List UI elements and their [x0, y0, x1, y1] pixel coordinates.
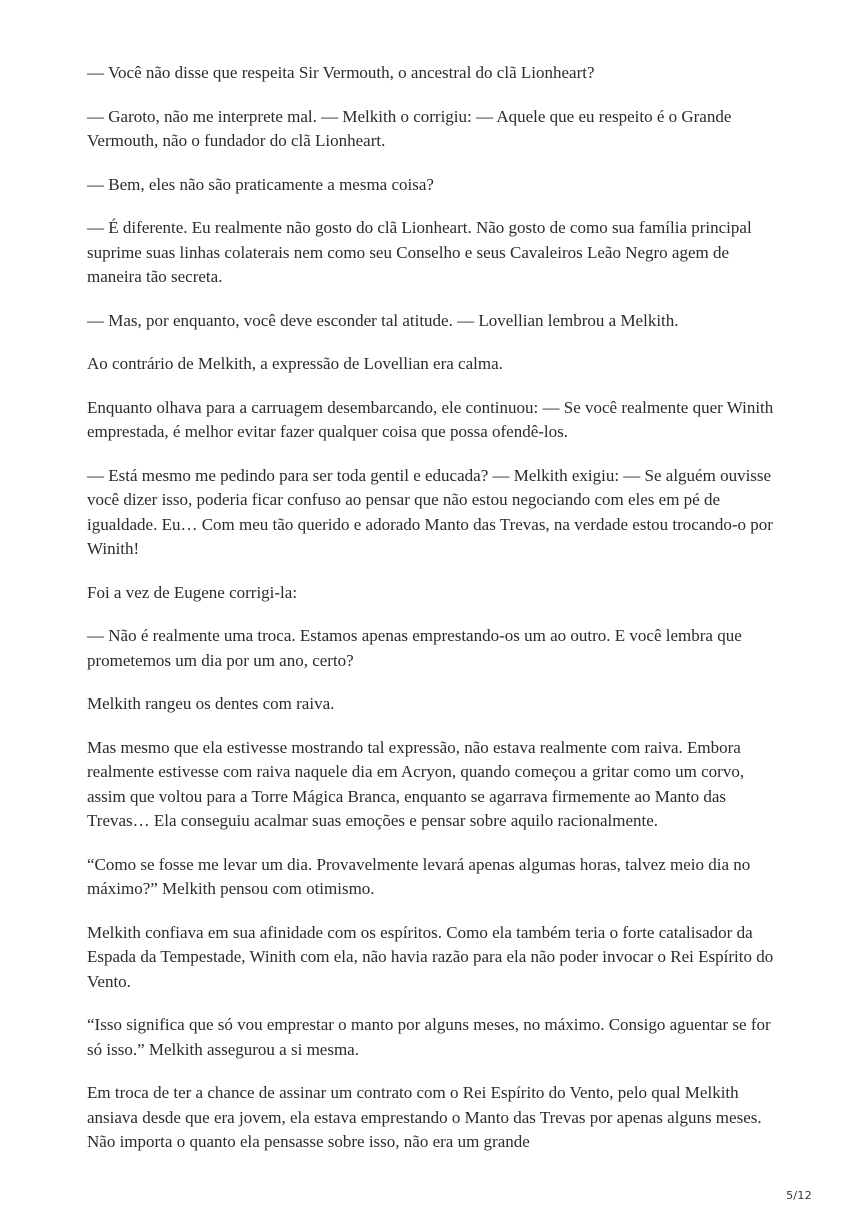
paragraph: Enquanto olhava para a carruagem desembarcando, ele continuou: — Se você realmente quer Winith emprestada, é melhor evitar fazer qualquer coisa que possa ofendê-los.	[87, 397, 774, 441]
paragraph: — Bem, eles não são praticamente a mesma coisa?	[87, 174, 434, 194]
paragraph: Em troca de ter a chance de assinar um contrato com o Rei Espírito do Vento, pelo qual Melkith ansiava desde que era jovem, ela estava emprestando o Manto das Trevas por apenas alguns meses. Não importa o quanto ela pensasse sobre isso, não era um grande	[87, 1083, 762, 1151]
paragraph: — Está mesmo me pedindo para ser toda gentil e educada? — Melkith exigiu: — Se alguém ouvisse você dizer isso, poderia ficar confuso ao pensar que não estou negociando com eles em pé de igualdade. Eu… Com meu tão querido e adorado Manto das Trevas, na verdade estou trocando-o por Winith!	[87, 465, 773, 558]
paragraph: — Mas, por enquanto, você deve esconder tal atitude. — Lovellian lembrou a Melkith.	[87, 310, 679, 330]
paragraph: — Não é realmente uma troca. Estamos apenas emprestando-os um ao outro. E você lembra que prometemos um dia por um ano, certo?	[87, 626, 742, 670]
paragraph: Melkith confiava em sua afinidade com os espíritos. Como ela também teria o forte catalisador da Espada da Tempestade, Winith com ela, não havia razão para ela não poder invocar o Rei Espírito do Vento.	[87, 922, 774, 991]
paragraph: Melkith rangeu os dentes com raiva.	[87, 694, 335, 713]
paragraph: — Garoto, não me interprete mal. — Melkith o corrigiu: — Aquele que eu respeito é o Grande Vermouth, não o fundador do clã Lionheart.	[87, 106, 732, 150]
paragraph: Mas mesmo que ela estivesse mostrando tal expressão, não estava realmente com raiva. Embora realmente estivesse com raiva naquele dia em Acryon, quando começou a gritar como um corvo, assim que voltou para a Torre Mágica Branca, enquanto se agarrava firmemente ao Manto das Trevas… Ela conseguiu acalmar suas emoções e pensar sobre aquilo racionalmente.	[87, 737, 745, 830]
paragraph: Foi a vez de Eugene corrigi-la:	[87, 582, 298, 602]
paragraph: — É diferente. Eu realmente não gosto do clã Lionheart. Não gosto de como sua família principal suprime suas linhas colaterais nem como seu Conselho e seus Cavaleiros Leão Negro agem de maneira tão secreta.	[87, 218, 752, 286]
document-body	[87, 61, 787, 1174]
paragraph: “Isso significa que só vou emprestar o manto por alguns meses, no máximo. Consigo aguentar se for só isso.” Melkith assegurou a si mesma.	[87, 1015, 771, 1059]
paragraph: — Você não disse que respeita Sir Vermouth, o ancestral do clã Lionheart?	[87, 63, 595, 82]
paragraph: “Como se fosse me levar um dia. Provavelmente levará apenas algumas horas, talvez meio dia no máximo?” Melkith pensou com otimismo.	[87, 854, 751, 898]
page-number: 5/12	[786, 1189, 812, 1202]
paragraph: Ao contrário de Melkith, a expressão de Lovellian era calma.	[87, 354, 503, 373]
